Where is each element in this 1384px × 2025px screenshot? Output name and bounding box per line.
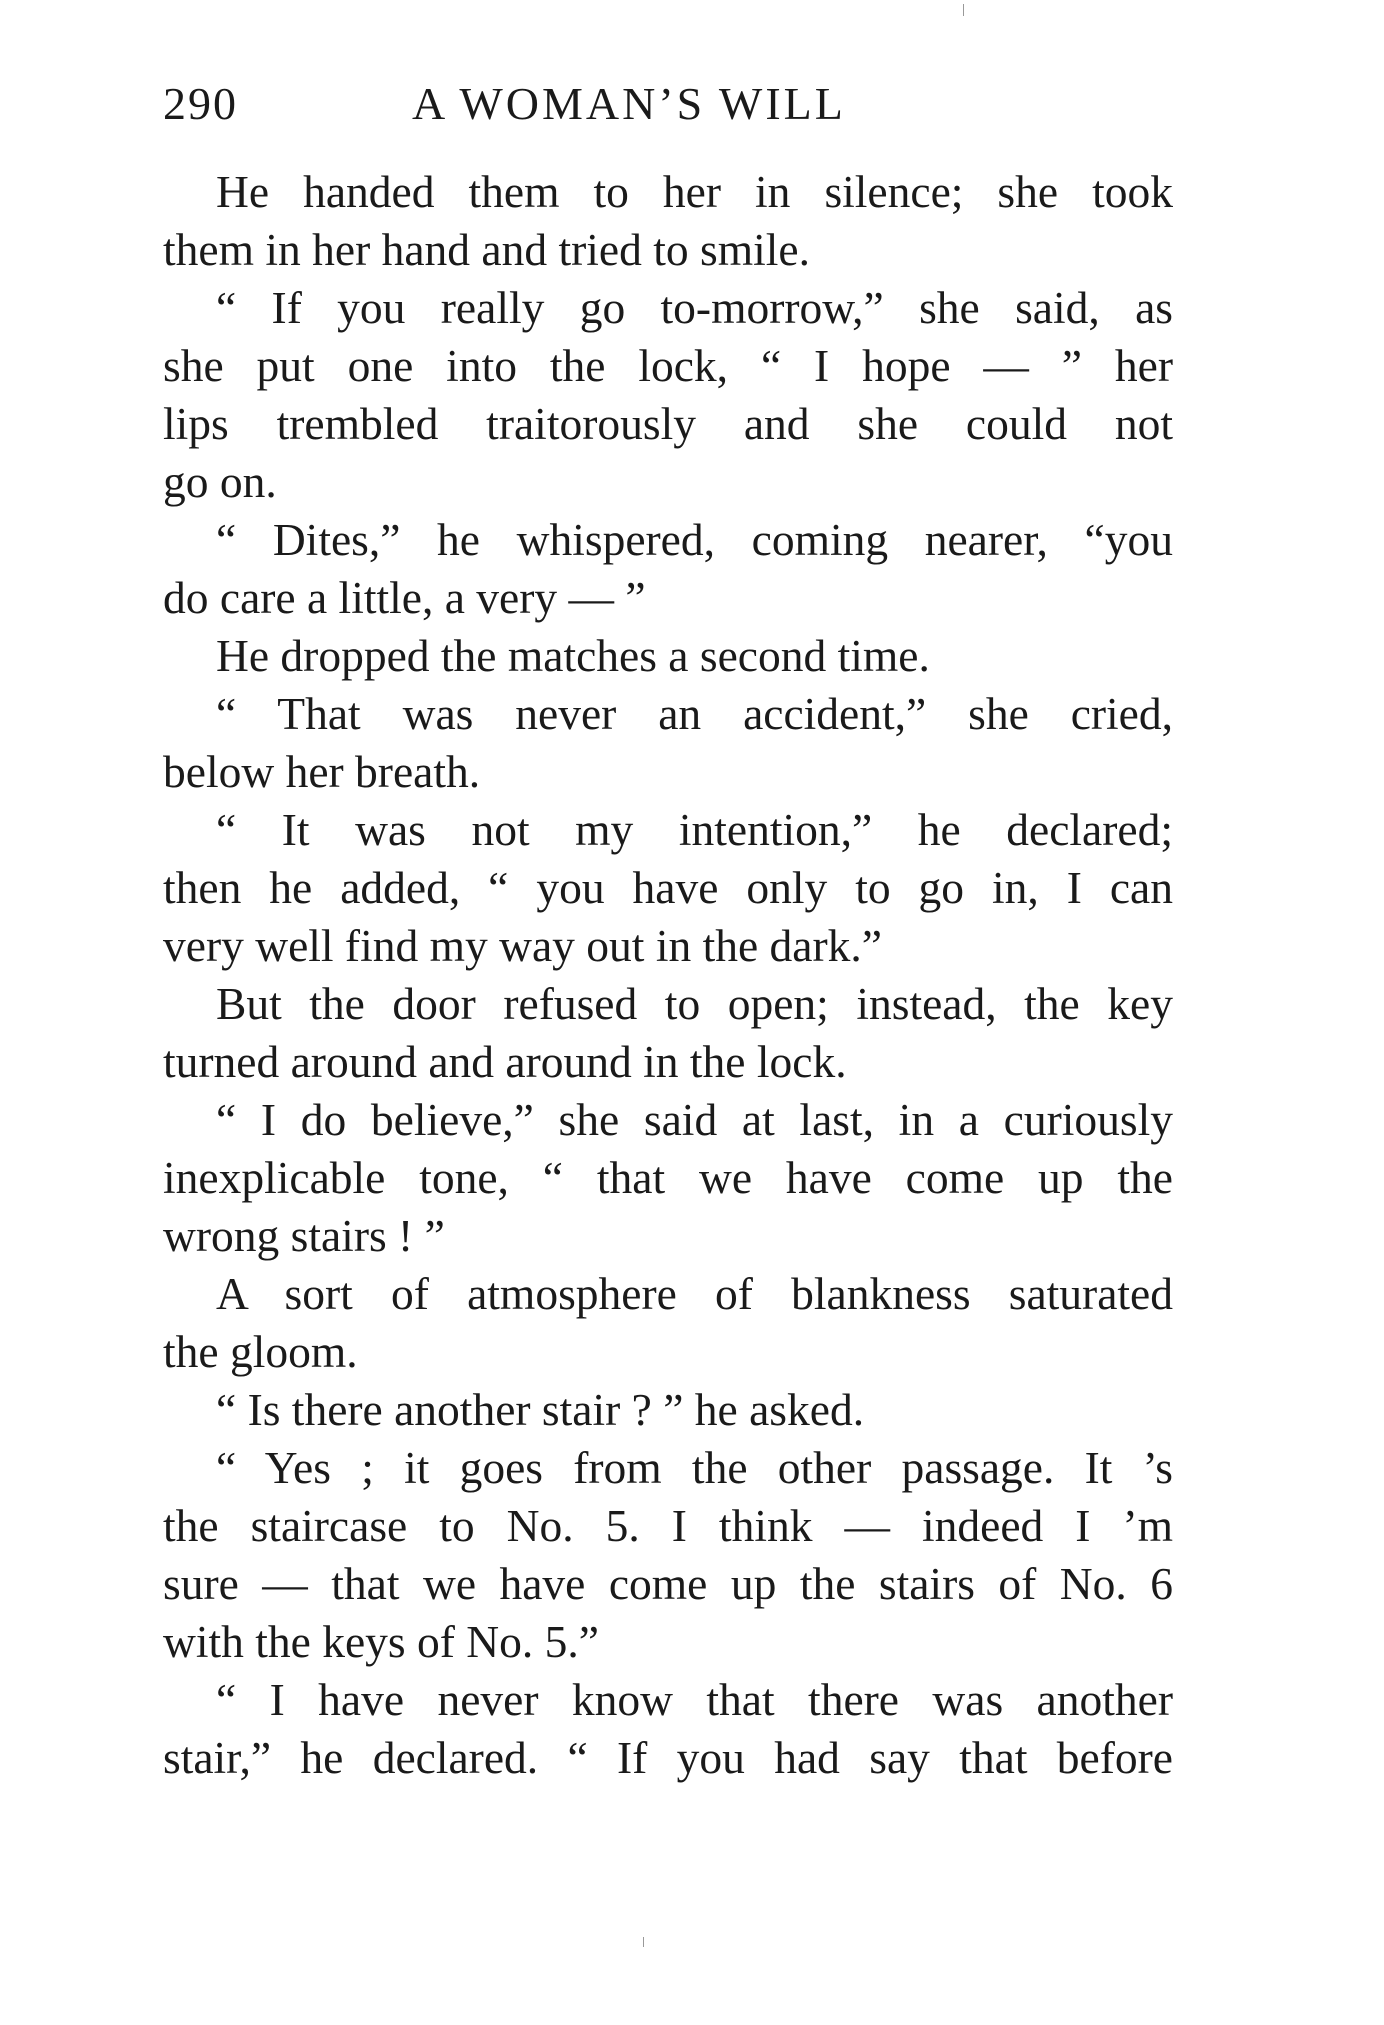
text-line: A sort of atmosphere of blankness saturated — [216, 1268, 1173, 1319]
text-line: He handed them to her in silence; she took — [216, 166, 1173, 217]
text-line: inexplicable tone, “ that we have come up the — [163, 1152, 1173, 1203]
text-line: “ It was not my intention,” he declared; — [216, 804, 1173, 855]
text-line: lips trembled traitorously and she could not — [163, 398, 1173, 449]
text-line: “ If you really go to-morrow,” she said, as — [216, 282, 1173, 333]
body-text — [163, 163, 1173, 1787]
scan-speck — [643, 1937, 644, 1947]
text-line: “ I have never know that there was another — [216, 1674, 1173, 1725]
text-line: “ Is there another stair ? ” he asked. — [216, 1384, 865, 1435]
text-line: the gloom. — [163, 1326, 358, 1377]
text-line: then he added, “ you have only to go in, I can — [163, 862, 1173, 913]
text-line: “ Dites,” he whispered, coming nearer, “you — [216, 514, 1173, 565]
text-line: “ Yes ; it goes from the other passage. It ’s — [216, 1442, 1173, 1493]
text-line: turned around and around in the lock. — [163, 1036, 847, 1087]
text-line: do care a little, a very — ” — [163, 572, 646, 623]
running-head — [163, 74, 1173, 134]
text-line: wrong stairs ! ” — [163, 1210, 445, 1261]
scan-speck — [963, 4, 964, 16]
text-line: He dropped the matches a second time. — [216, 630, 930, 681]
text-line: the staircase to No. 5. I think — indeed I ’m — [163, 1500, 1173, 1551]
running-title: A WOMAN’S WILL — [412, 78, 846, 129]
text-line: them in her hand and tried to smile. — [163, 224, 810, 275]
text-line: sure — that we have come up the stairs of No. 6 — [163, 1558, 1173, 1609]
text-line: go on. — [163, 456, 277, 507]
text-line: very well find my way out in the dark.” — [163, 920, 882, 971]
text-line: stair,” he declared. “ If you had say that before — [163, 1732, 1173, 1783]
page-number: 290 — [163, 78, 238, 129]
text-line: “ I do believe,” she said at last, in a curiously — [216, 1094, 1173, 1145]
text-line: But the door refused to open; instead, the key — [216, 978, 1173, 1029]
text-line: with the keys of No. 5.” — [163, 1616, 599, 1667]
text-line: below her breath. — [163, 746, 481, 797]
text-line: “ That was never an accident,” she cried, — [216, 688, 1173, 739]
text-line: she put one into the lock, “ I hope — ” her — [163, 340, 1173, 391]
